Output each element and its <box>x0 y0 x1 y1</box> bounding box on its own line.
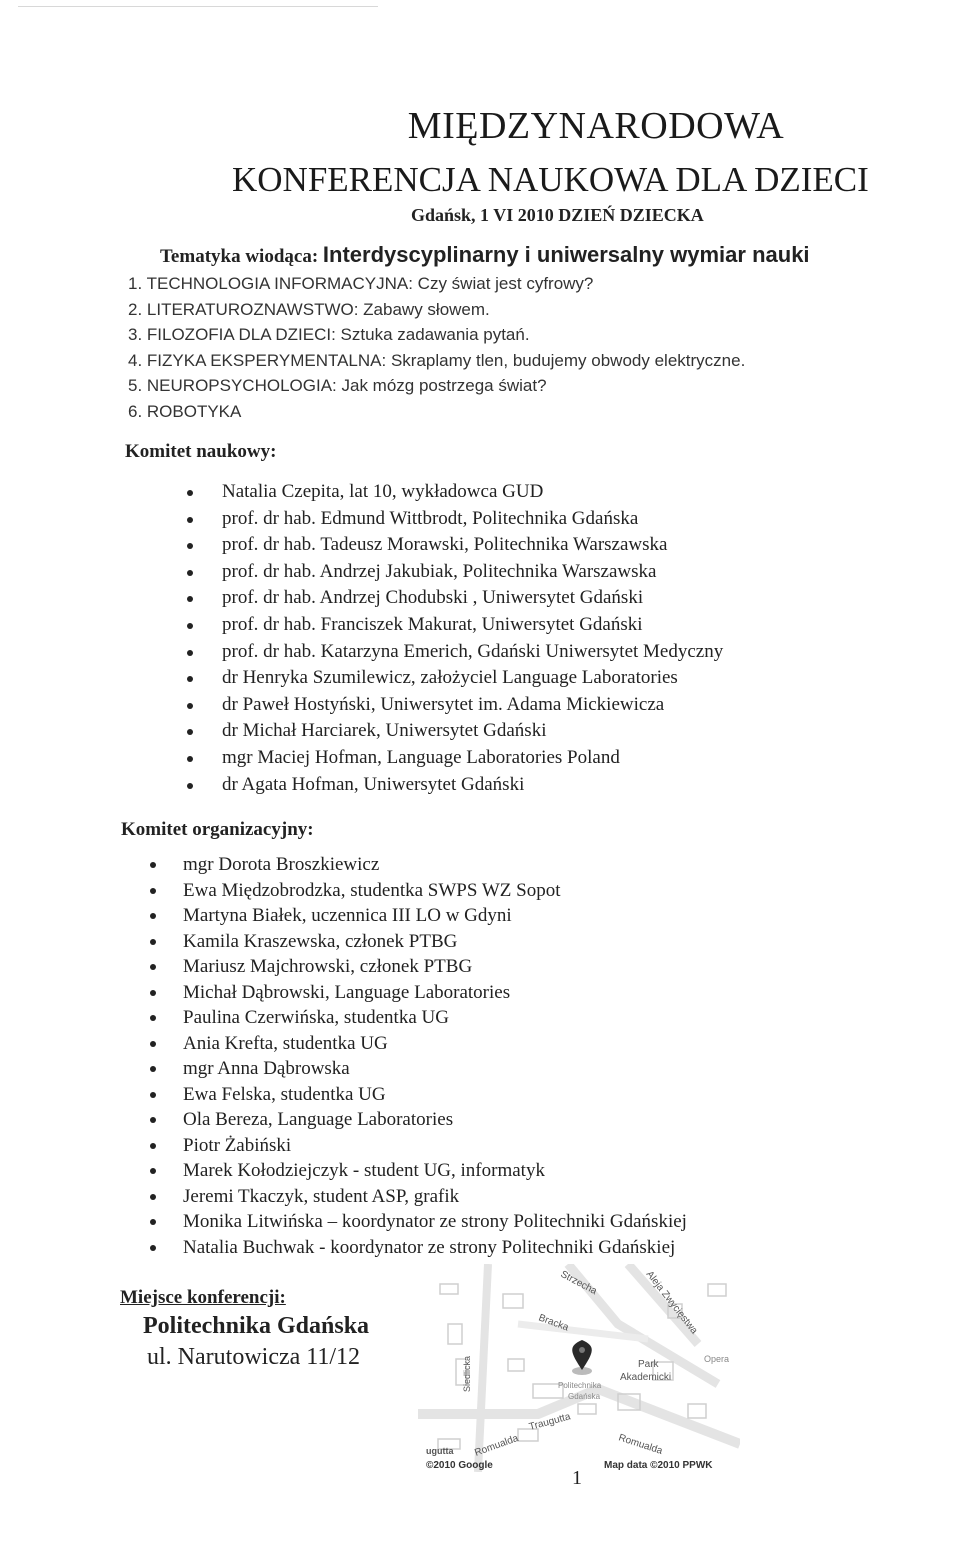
list-item <box>150 1184 687 1210</box>
member-name: dr Michał Harciarek, Uniwersytet Gdański <box>222 720 547 742</box>
bullet-icon <box>187 623 193 629</box>
bullet-icon <box>150 1194 156 1200</box>
member-name: dr Paweł Hostyński, Uniwersytet im. Adama Mickiewicza <box>222 693 665 715</box>
bullet-icon <box>187 756 193 762</box>
member-name: prof. dr hab. Andrzej Jakubiak, Politechnika Warszawska <box>222 560 657 582</box>
topic-list <box>128 271 745 424</box>
member-name: mgr Dorota Broszkiewicz <box>183 854 380 875</box>
bullet-icon <box>150 913 156 919</box>
member-name: mgr Anna Dąbrowska <box>183 1058 350 1079</box>
list-item <box>187 665 723 692</box>
member-name: dr Henryka Szumilewicz, założyciel Language Laboratories <box>222 667 678 689</box>
bullet-icon <box>187 729 193 735</box>
list-item <box>150 929 687 955</box>
bullet-icon <box>187 783 193 789</box>
venue-address: ul. Narutowicza 11/12 <box>147 1344 361 1370</box>
list-item <box>187 692 723 719</box>
member-name: Ola Bereza, Language Laboratories <box>183 1109 454 1130</box>
list-item <box>187 506 723 533</box>
bullet-icon <box>150 1041 156 1047</box>
bullet-icon <box>150 1015 156 1021</box>
list-item <box>150 1056 687 1082</box>
topic-item: 6. ROBOTYKA <box>128 401 242 421</box>
list-item <box>187 559 723 586</box>
top-edge-line <box>18 6 378 7</box>
list-item <box>150 980 687 1006</box>
bullet-icon <box>150 1117 156 1123</box>
scientific-committee-heading: Komitet naukowy: <box>125 441 277 462</box>
list-item <box>150 1005 687 1031</box>
member-name: Marek Kołodziejczyk - student UG, informatyk <box>183 1160 545 1181</box>
member-name: Michał Dąbrowski, Language Laboratories <box>183 981 511 1003</box>
bullet-icon <box>150 1143 156 1149</box>
member-name: prof. dr hab. Andrzej Chodubski , Uniwersytet Gdański <box>222 587 644 609</box>
conference-date: Gdańsk, 1 VI 2010 DZIEŃ DZIECKA <box>411 205 704 225</box>
venue-heading-text: Miejsce konferencji: <box>120 1287 286 1308</box>
member-name: Martyna Białek, uczennica III LO w Gdyni <box>183 905 512 926</box>
list-item <box>187 639 723 666</box>
list-item <box>150 852 687 878</box>
member-name: prof. dr hab. Edmund Wittbrodt, Politechnika Gdańska <box>222 507 639 529</box>
bullet-icon <box>150 1066 156 1072</box>
member-name: Natalia Buchwak - koordynator ze strony Politechniki Gdańskiej <box>183 1236 676 1258</box>
list-item <box>187 718 723 745</box>
member-name: Kamila Kraszewska, członek PTBG <box>183 930 458 952</box>
member-name: dr Agata Hofman, Uniwersytet Gdański <box>222 773 525 795</box>
map-label: Akademicki <box>620 1372 672 1383</box>
list-item <box>187 479 723 506</box>
map-label: Opera <box>704 1354 730 1364</box>
bullet-icon <box>187 676 193 682</box>
list-item <box>187 745 723 772</box>
venue-heading <box>120 1287 286 1309</box>
map-data-copyright: Map data ©2010 PPWK <box>604 1460 713 1471</box>
map-label: Romualda <box>473 1432 520 1459</box>
topic-item: 1. TECHNOLOGIA INFORMACYJNA: Czy świat jest cyfrowy? <box>128 274 594 293</box>
map-label: Strzecha <box>558 1268 599 1298</box>
bullet-icon <box>150 1092 156 1098</box>
bullet-icon <box>187 517 193 523</box>
member-name: Jeremi Tkaczyk, student ASP, grafik <box>183 1185 460 1207</box>
member-name: prof. dr hab. Tadeusz Morawski, Politechnika Warszawska <box>222 534 668 556</box>
topic-item: 2. LITERATUROZNAWSTWO: Zabawy słowem. <box>128 299 490 319</box>
theme-line <box>160 242 810 268</box>
bullet-icon <box>150 862 156 868</box>
topic-item: 4. FIZYKA EKSPERYMENTALNA: Skraplamy tlen, budujemy obwody elektryczne. <box>128 350 746 370</box>
bullet-icon <box>187 650 193 656</box>
scientific-committee-list <box>187 479 723 798</box>
member-name: Ewa Międzobrodzka, studentka SWPS WZ Sopot <box>183 879 561 901</box>
member-name: Monika Litwińska – koordynator ze strony Politechniki Gdańskiej <box>183 1211 687 1232</box>
map-label: Siedlicka <box>462 1355 472 1392</box>
bullet-icon <box>150 964 156 970</box>
organizing-committee-heading: Komitet organizacyjny: <box>121 819 314 840</box>
member-name: Ewa Felska, studentka UG <box>183 1083 386 1105</box>
member-name: Paulina Czerwińska, studentka UG <box>183 1007 449 1028</box>
bullet-icon <box>187 703 193 709</box>
bullet-icon <box>187 490 193 496</box>
bullet-icon <box>187 543 193 549</box>
list-item <box>150 1235 687 1261</box>
list-item <box>150 878 687 904</box>
venue-name: Politechnika Gdańska <box>143 1313 370 1339</box>
map-label: Gdańska <box>568 1392 601 1401</box>
theme-label: Tematyka wiodąca: <box>160 246 323 267</box>
bullet-icon <box>150 990 156 996</box>
list-item <box>187 532 723 559</box>
list-item <box>150 1158 687 1184</box>
bullet-icon <box>187 570 193 576</box>
conference-title-line1: MIĘDZYNARODOWA <box>407 105 785 147</box>
bullet-icon <box>150 1245 156 1251</box>
bullet-icon <box>150 888 156 894</box>
list-item <box>150 1082 687 1108</box>
map-pin-icon <box>572 1340 592 1375</box>
map-label: ugutta <box>426 1446 454 1456</box>
map-label: Traugutta <box>527 1411 572 1433</box>
bullet-icon <box>150 939 156 945</box>
theme-value: Interdyscyplinarny i uniwersalny wymiar nauki <box>322 242 810 267</box>
list-item <box>150 1107 687 1133</box>
member-name: prof. dr hab. Franciszek Makurat, Uniwersytet Gdański <box>222 613 643 635</box>
list-item <box>150 1209 687 1235</box>
bullet-icon <box>150 1219 156 1225</box>
map-label: Bracka <box>536 1312 570 1334</box>
list-item <box>150 1133 687 1159</box>
list-item <box>150 1031 687 1057</box>
bullet-icon <box>150 1168 156 1174</box>
list-item <box>187 612 723 639</box>
map-copyright: ©2010 Google <box>426 1460 493 1471</box>
member-name: prof. dr hab. Katarzyna Emerich, Gdański Uniwersytet Medyczny <box>222 640 724 662</box>
location-map[interactable] <box>418 1264 740 1472</box>
member-name: Natalia Czepita, lat 10, wykładowca GUD <box>222 481 544 502</box>
map-label: Aleja Zwycięstwa <box>643 1269 700 1337</box>
member-name: Ania Krefta, studentka UG <box>183 1032 388 1054</box>
topic-item: 3. FILOZOFIA DLA DZIECI: Sztuka zadawania pytań. <box>128 325 530 344</box>
list-item <box>150 903 687 929</box>
member-name: Piotr Żabiński <box>183 1134 292 1156</box>
conference-title-line2: KONFERENCJA NAUKOWA DLA DZIECI <box>232 160 869 199</box>
list-item <box>187 585 723 612</box>
member-name: mgr Maciej Hofman, Language Laboratories Poland <box>222 746 620 768</box>
map-label: Park <box>638 1359 659 1370</box>
member-name: Mariusz Majchrowski, członek PTBG <box>183 956 473 977</box>
map-label: Romualda <box>617 1432 664 1457</box>
list-item <box>150 954 687 980</box>
bullet-icon <box>187 596 193 602</box>
map-label: Politechnika <box>558 1381 602 1390</box>
list-item <box>187 772 723 799</box>
page-number: 1 <box>572 1467 582 1489</box>
topic-item: 5. NEUROPSYCHOLOGIA: Jak mózg postrzega świat? <box>128 376 547 395</box>
organizing-committee-list <box>150 852 687 1260</box>
